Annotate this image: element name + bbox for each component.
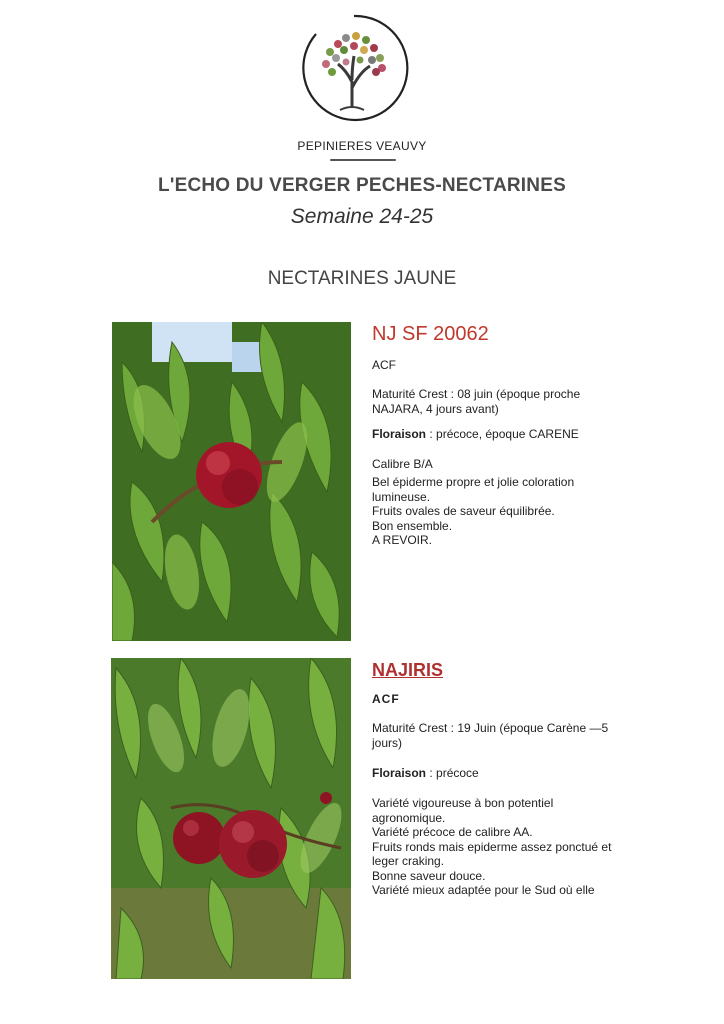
floraison-value: : précoce (426, 766, 479, 780)
variety-1-name: NJ SF 20062 (372, 323, 489, 345)
brand-name: PEPINIERES VEAUVY (297, 139, 427, 153)
desc-line: Variété mieux adaptée pour le Sud où elle (372, 883, 595, 897)
nectarine-photo-1 (112, 322, 351, 641)
desc-line: Fruits ronds mais epiderme assez ponctué et leger craking. (372, 839, 612, 868)
nectarine-photo-2 (111, 658, 351, 979)
desc-line: Bel épiderme propre et jolie coloration lumineuse. (372, 475, 575, 504)
floraison-label: Floraison (372, 766, 427, 780)
page-subtitle: Semaine 24-25 (290, 205, 434, 228)
desc-line: A REVOIR. (372, 533, 433, 547)
variety-2-name: NAJIRIS (372, 660, 444, 680)
variety-2-owner: ACF (372, 692, 400, 706)
variety-2-maturite: Maturité Crest : 19 Juin (époque Carène —5 jours) (372, 721, 609, 750)
variety-1-description (372, 475, 622, 548)
nursery-logo (296, 10, 412, 126)
variety-1-owner: ACF (372, 358, 396, 372)
page-title: L'ECHO DU VERGER PECHES-NECTARINES (158, 175, 566, 196)
variety-2-floraison (372, 766, 622, 781)
desc-line: Bon ensemble. (372, 518, 453, 533)
variety-2-description (372, 796, 622, 898)
desc-line: Variété précoce de calibre AA. (372, 825, 533, 839)
variety-1-calibre: Calibre B/A (372, 457, 433, 471)
section-title: NECTARINES JAUNE (267, 268, 457, 289)
floraison-value: : précoce, époque CARENE (426, 427, 579, 441)
variety-1-floraison (372, 427, 622, 442)
floraison-label: Floraison (372, 427, 427, 441)
variety-1-maturite: Maturité Crest : 08 juin (époque proche NAJARA, 4 jours avant) (372, 387, 581, 416)
desc-line: Bonne saveur douce. (372, 868, 486, 883)
desc-line: Variété vigoureuse à bon potentiel agronomique. (372, 796, 554, 825)
desc-line: Fruits ovales de saveur équilibrée. (372, 504, 555, 518)
brand-underline (330, 159, 396, 161)
